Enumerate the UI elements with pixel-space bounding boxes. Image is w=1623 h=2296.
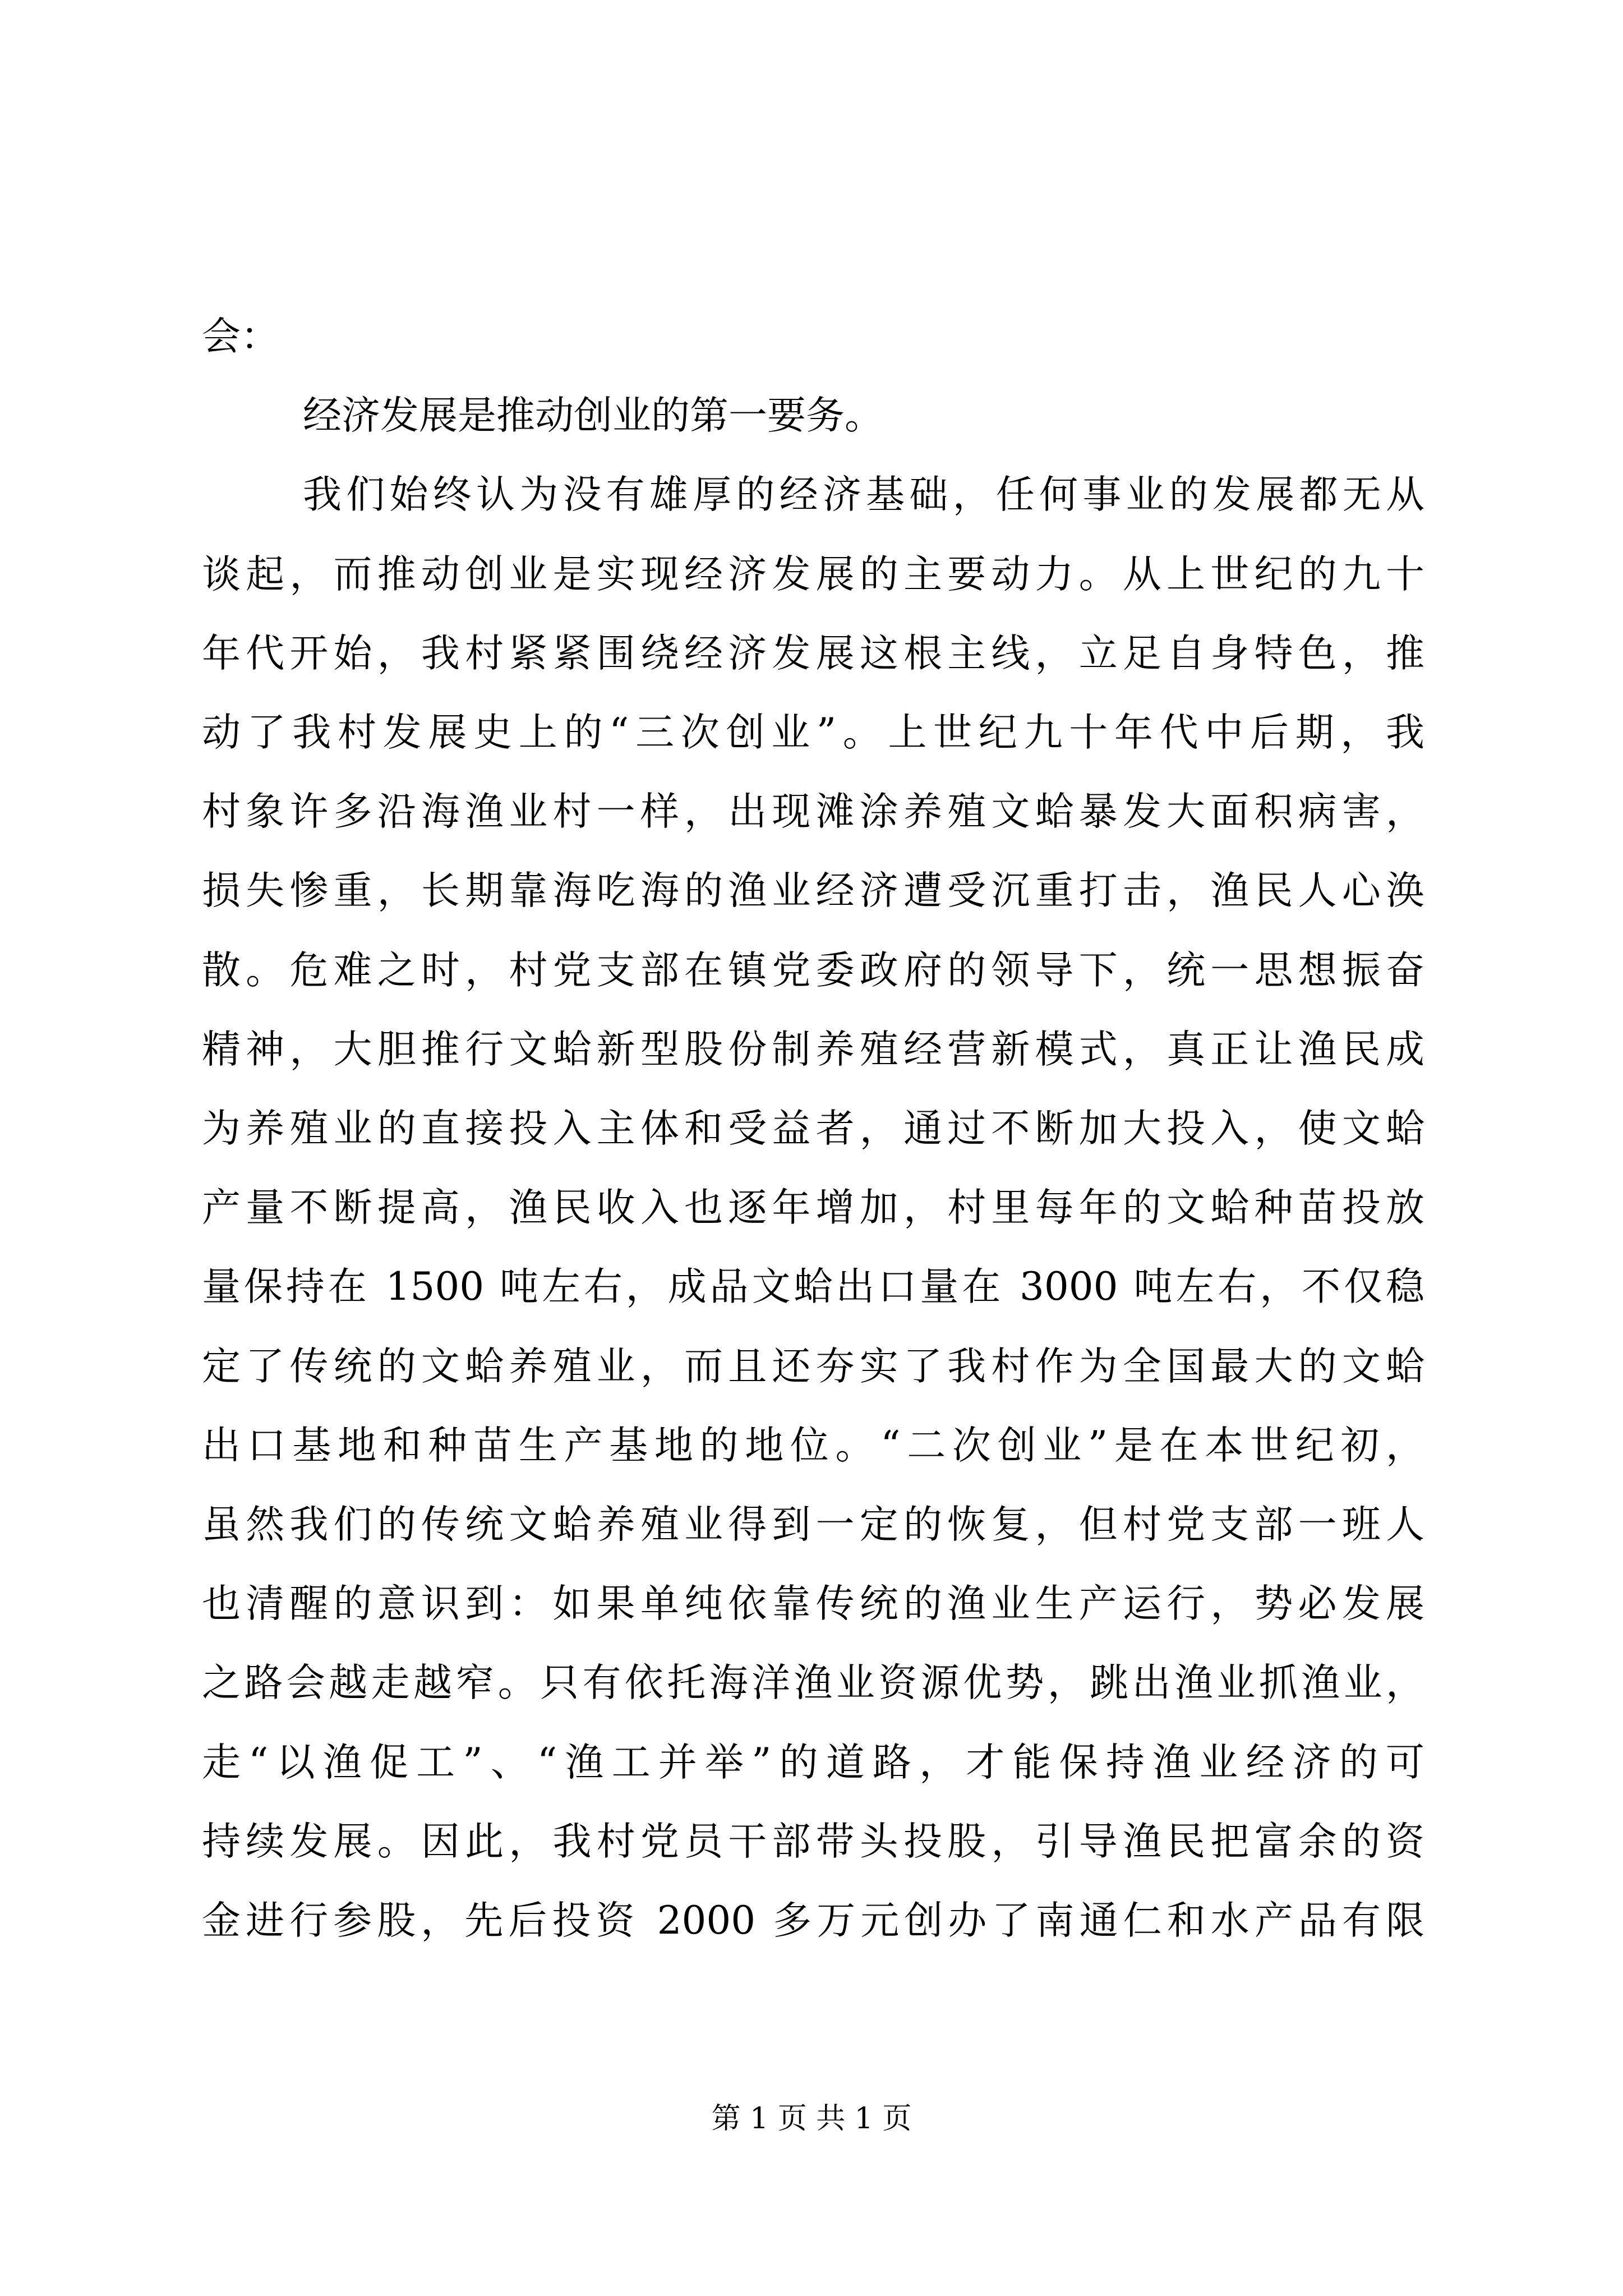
text-line: 年代开始，我村紧紧围绕经济发展这根主线，立足自身特色，推 <box>202 631 1424 676</box>
text-line: 走“以渔促工”、“渔工并举”的道路，才能保持渔业经济的可 <box>202 1740 1424 1785</box>
text-line: 产量不断提高，渔民收入也逐年增加，村里每年的文蛤种苗投放 <box>202 1185 1424 1230</box>
text-line: 我们始终认为没有雄厚的经济基础，任何事业的发展都无从 <box>303 472 1424 517</box>
text-line: 村象许多沿海渔业村一样，出现滩涂养殖文蛤暴发大面积病害， <box>202 789 1424 834</box>
text-line: 量保持在 1500 吨左右，成品文蛤出口量在 3000 吨左右，不仅稳 <box>202 1264 1424 1309</box>
text-line: 会： <box>202 314 279 359</box>
text-line: 金进行参股，先后投资 2000 多万元创办了南通仁和水产品有限 <box>202 1898 1424 1943</box>
text-line: 之路会越走越窄。只有依托海洋渔业资源优势，跳出渔业抓渔业， <box>202 1660 1424 1705</box>
text-line: 动了我村发展史上的“三次创业”。上世纪九十年代中后期，我 <box>202 710 1424 755</box>
text-line: 谈起，而推动创业是实现经济发展的主要动力。从上世纪的九十 <box>202 552 1424 597</box>
text-line: 经济发展是推动创业的第一要务。 <box>303 393 883 438</box>
text-line: 出口基地和种苗生产基地的地位。“二次创业”是在本世纪初， <box>202 1423 1424 1468</box>
text-line: 定了传统的文蛤养殖业，而且还夯实了我村作为全国最大的文蛤 <box>202 1344 1424 1389</box>
page-number-footer: 第 1 页 共 1 页 <box>711 2102 912 2136</box>
text-line: 虽然我们的传统文蛤养殖业得到一定的恢复，但村党支部一班人 <box>202 1502 1424 1547</box>
text-line: 也清醒的意识到：如果单纯依靠传统的渔业生产运行，势必发展 <box>202 1581 1424 1626</box>
text-line: 散。危难之时，村党支部在镇党委政府的领导下，统一思想振奋 <box>202 948 1424 993</box>
text-line: 损失惨重，长期靠海吃海的渔业经济遭受沉重打击，渔民人心涣 <box>202 868 1424 913</box>
text-line: 持续发展。因此，我村党员干部带头投股，引导渔民把富余的资 <box>202 1819 1424 1864</box>
text-line: 精神，大胆推行文蛤新型股份制养殖经营新模式，真正让渔民成 <box>202 1027 1424 1072</box>
text-line: 为养殖业的直接投入主体和受益者，通过不断加大投入，使文蛤 <box>202 1106 1424 1151</box>
